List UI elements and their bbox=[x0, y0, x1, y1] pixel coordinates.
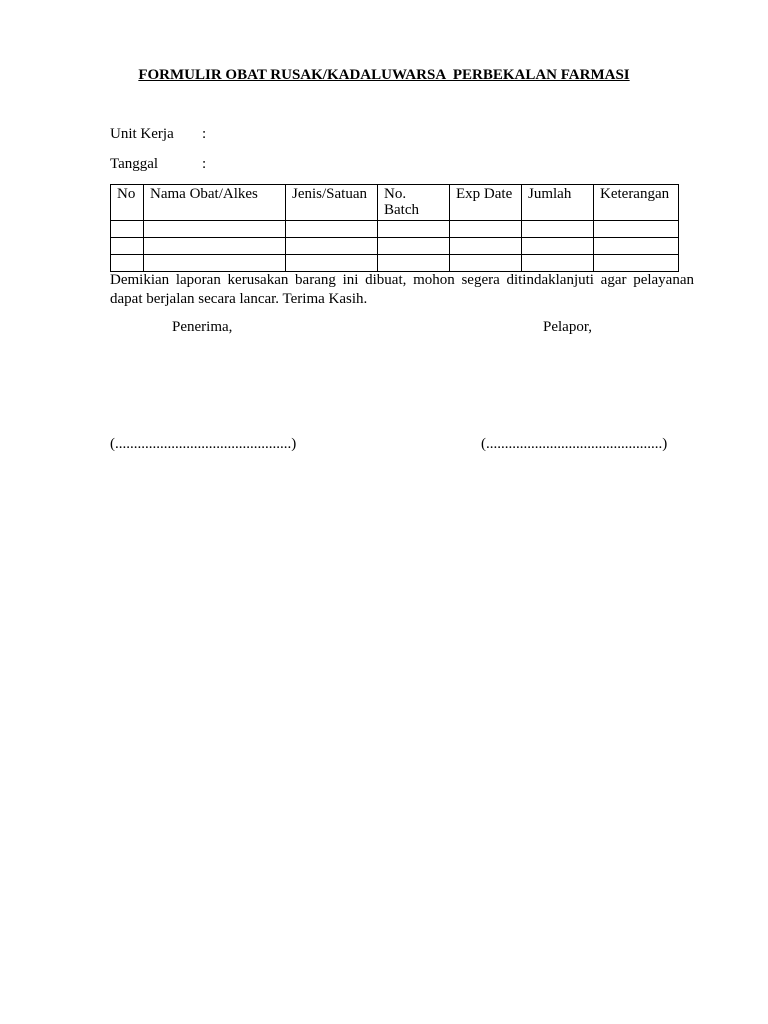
table-cell bbox=[594, 255, 679, 272]
table-cell bbox=[378, 255, 450, 272]
column-header-nama-obat: Nama Obat/Alkes bbox=[144, 185, 286, 221]
column-header-no-batch: No. Batch bbox=[378, 185, 450, 221]
column-header-exp-date: Exp Date bbox=[450, 185, 522, 221]
table-cell bbox=[144, 238, 286, 255]
receiver-signature-line: (...............................................) bbox=[110, 436, 297, 452]
table-cell bbox=[111, 221, 144, 238]
items-table bbox=[110, 184, 679, 272]
table-cell bbox=[144, 221, 286, 238]
table-cell bbox=[144, 255, 286, 272]
table-cell bbox=[594, 238, 679, 255]
column-header-jumlah: Jumlah bbox=[522, 185, 594, 221]
column-header-keterangan: Keterangan bbox=[594, 185, 679, 221]
reporter-signature-line: (...............................................) bbox=[481, 436, 668, 452]
tanggal-label: Tanggal bbox=[110, 156, 159, 172]
document-title: FORMULIR OBAT RUSAK/KADALUWARSA PERBEKALAN FARMASI bbox=[138, 67, 630, 83]
table-cell bbox=[378, 238, 450, 255]
table-cell bbox=[286, 255, 378, 272]
table-cell bbox=[522, 255, 594, 272]
tanggal-field bbox=[110, 156, 206, 173]
unit-kerja-colon: : bbox=[202, 126, 207, 142]
column-header-no: No bbox=[111, 185, 144, 221]
tanggal-colon: : bbox=[202, 156, 207, 172]
receiver-label: Penerima, bbox=[172, 319, 233, 335]
table-cell bbox=[111, 255, 144, 272]
table-cell bbox=[286, 221, 378, 238]
table-row bbox=[111, 238, 679, 255]
closing-paragraph: Demikian laporan kerusakan barang ini dibuat, mohon segera ditindaklanjuti agar pelayanan dapat berjalan secara lancar. Terima Kasih. bbox=[110, 272, 694, 307]
table-cell bbox=[594, 221, 679, 238]
table-cell bbox=[522, 238, 594, 255]
unit-kerja-label: Unit Kerja bbox=[110, 126, 174, 142]
reporter-label: Pelapor, bbox=[543, 319, 592, 335]
table-cell bbox=[378, 221, 450, 238]
table-cell bbox=[450, 255, 522, 272]
unit-kerja-field bbox=[110, 126, 206, 143]
table-cell bbox=[111, 238, 144, 255]
table-cell bbox=[522, 221, 594, 238]
column-header-jenis-satuan: Jenis/Satuan bbox=[286, 185, 378, 221]
table-row bbox=[111, 255, 679, 272]
table-row bbox=[111, 221, 679, 238]
table-cell bbox=[286, 238, 378, 255]
table-cell bbox=[450, 238, 522, 255]
table-cell bbox=[450, 221, 522, 238]
table-header-row bbox=[111, 185, 679, 221]
